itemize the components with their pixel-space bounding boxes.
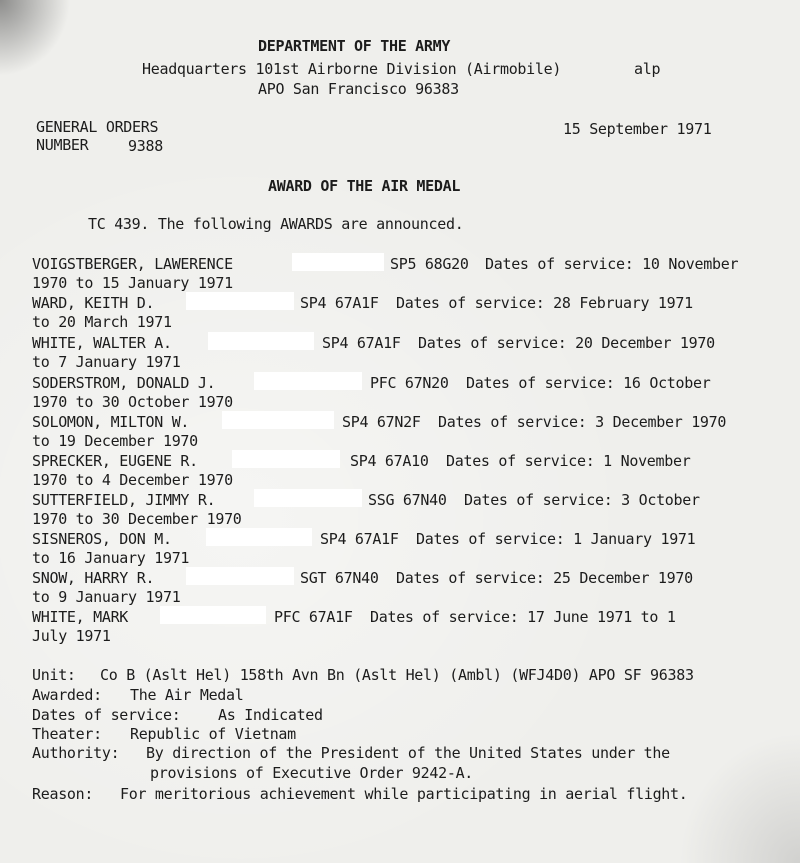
typist-initials: alp: [634, 60, 661, 78]
apo-line: APO San Francisco 96383: [258, 80, 459, 98]
awardee-name: SISNEROS, DON M.: [32, 530, 172, 548]
service-dates-line1: Dates of service: 1 November: [446, 452, 691, 470]
redaction-box: [160, 606, 266, 624]
theater-value: Republic of Vietnam: [130, 725, 296, 743]
general-orders-label: GENERAL ORDERS: [36, 118, 159, 136]
service-dates-line1: Dates of service: 20 December 1970: [418, 334, 715, 352]
service-dates-line2: to 9 January 1971: [32, 588, 181, 606]
awardee-name: SNOW, HARRY R.: [32, 569, 155, 587]
grade-mos: SP4 67A1F: [320, 530, 399, 548]
redaction-box: [232, 450, 340, 468]
redaction-box: [222, 411, 334, 429]
dates-of-service-label: Dates of service:: [32, 706, 181, 724]
award-title: AWARD OF THE AIR MEDAL: [268, 177, 461, 195]
service-dates-line2: to 7 January 1971: [32, 353, 181, 371]
redaction-box: [208, 332, 314, 350]
awardee-name: WHITE, MARK: [32, 608, 129, 626]
awardee-name: SOLOMON, MILTON W.: [32, 413, 190, 431]
service-dates-line2: 1970 to 30 October 1970: [32, 393, 233, 411]
headquarters-line: Headquarters 101st Airborne Division (Airmobile): [142, 60, 562, 78]
service-dates-line1: Dates of service: 25 December 1970: [396, 569, 693, 587]
service-dates-line2: 1970 to 30 December 1970: [32, 510, 242, 528]
service-dates-line2: July 1971: [32, 627, 111, 645]
unit-label: Unit:: [32, 666, 76, 684]
unit-value: Co B (Aslt Hel) 158th Avn Bn (Aslt Hel) (Ambl) (WFJ4D0) APO SF 96383: [100, 666, 694, 684]
authority-line1: By direction of the President of the United States under the: [146, 744, 670, 762]
grade-mos: PFC 67N20: [370, 374, 449, 392]
grade-mos: SP5 68G20: [390, 255, 469, 273]
intro-line: TC 439. The following AWARDS are announced.: [88, 215, 464, 233]
theater-label: Theater:: [32, 725, 102, 743]
awardee-name: WARD, KEITH D.: [32, 294, 155, 312]
reason-value: For meritorious achievement while participating in aerial flight.: [120, 785, 688, 803]
awardee-name: VOIGSTBERGER, LAWERENCE: [32, 255, 233, 273]
authority-label: Authority:: [32, 744, 120, 762]
service-dates-line1: Dates of service: 3 October: [464, 491, 700, 509]
awardee-name: SUTTERFIELD, JIMMY R.: [32, 491, 216, 509]
grade-mos: SP4 67A1F: [322, 334, 401, 352]
awarded-value: The Air Medal: [130, 686, 244, 704]
service-dates-line1: Dates of service: 10 November: [485, 255, 739, 273]
grade-mos: SP4 67N2F: [342, 413, 421, 431]
awarded-label: Awarded:: [32, 686, 102, 704]
service-dates-line1: Dates of service: 17 June 1971 to 1: [370, 608, 676, 626]
grade-mos: SSG 67N40: [368, 491, 447, 509]
service-dates-line1: Dates of service: 3 December 1970: [438, 413, 727, 431]
dates-of-service-value: As Indicated: [218, 706, 323, 724]
number-label: NUMBER: [36, 136, 89, 154]
order-number: 9388: [128, 137, 163, 155]
redaction-box: [186, 567, 294, 585]
authority-line2: provisions of Executive Order 9242-A.: [150, 764, 474, 782]
reason-label: Reason:: [32, 785, 94, 803]
department-heading: DEPARTMENT OF THE ARMY: [258, 37, 451, 55]
service-dates-line1: Dates of service: 1 January 1971: [416, 530, 696, 548]
awardee-name: SODERSTROM, DONALD J.: [32, 374, 216, 392]
grade-mos: SP4 67A10: [350, 452, 429, 470]
redaction-box: [254, 372, 362, 390]
service-dates-line1: Dates of service: 16 October: [466, 374, 711, 392]
grade-mos: SP4 67A1F: [300, 294, 379, 312]
service-dates-line2: to 20 March 1971: [32, 313, 172, 331]
service-dates-line2: to 19 December 1970: [32, 432, 198, 450]
grade-mos: PFC 67A1F: [274, 608, 353, 626]
awardee-name: SPRECKER, EUGENE R.: [32, 452, 198, 470]
awardee-name: WHITE, WALTER A.: [32, 334, 172, 352]
grade-mos: SGT 67N40: [300, 569, 379, 587]
redaction-box: [292, 253, 384, 271]
redaction-box: [186, 292, 294, 310]
service-dates-line2: 1970 to 4 December 1970: [32, 471, 233, 489]
service-dates-line1: Dates of service: 28 February 1971: [396, 294, 693, 312]
service-dates-line2: to 16 January 1971: [32, 549, 190, 567]
order-date: 15 September 1971: [563, 120, 712, 138]
redaction-box: [254, 489, 362, 507]
service-dates-line2: 1970 to 15 January 1971: [32, 274, 233, 292]
redaction-box: [206, 528, 312, 546]
